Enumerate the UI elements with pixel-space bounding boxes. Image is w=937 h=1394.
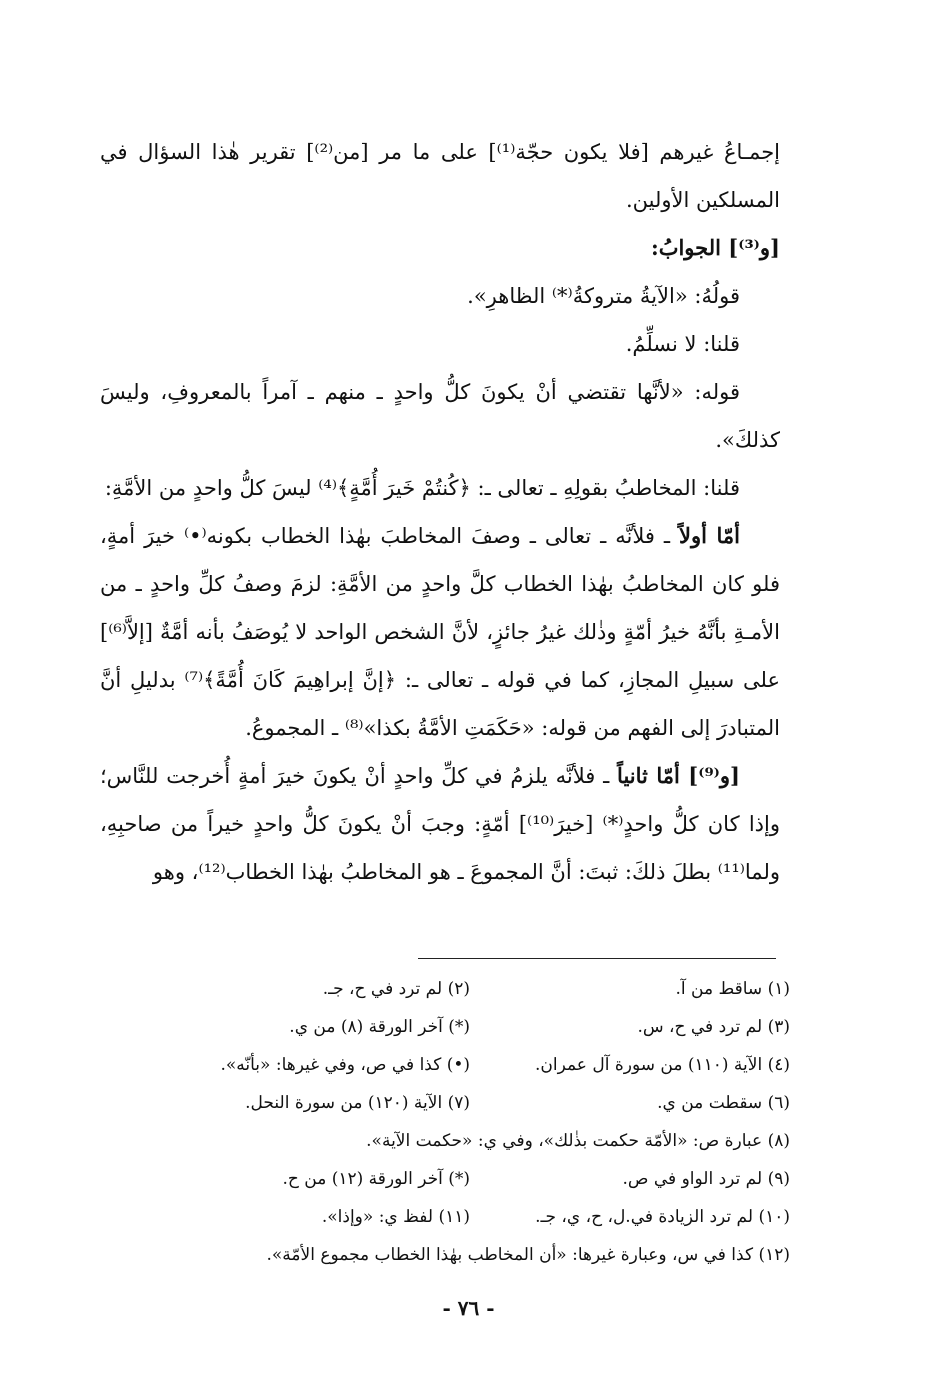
answer-heading: [و⁽³⁾] الجوابُ: xyxy=(650,235,780,260)
paragraph: قولُهُ: «الآيةُ متروكةُ⁽*⁾ الظاهرِ». xyxy=(467,284,740,308)
footnote: (١٢) كذا في س، وعبارة غيرها: «أن المخاطب بهٰذا الخطاب مجموع الأمّة». xyxy=(266,1245,790,1265)
footnote: (١١) لفظ ي: «وإذا». xyxy=(321,1207,470,1227)
first-point-label: أمّا أولاً xyxy=(678,523,740,548)
footnote: (١٠) لم ترد الزيادة في.ل، ح، ي، جـ. xyxy=(535,1207,790,1227)
footnote: (*) آخر الورقة (٨) من ي. xyxy=(289,1017,470,1037)
page-number: - ٧٦ - xyxy=(442,1296,495,1320)
paragraph: قوله: «لأنَّها تقتضي أنْ يكونَ كلُّ واحدٍ ـ منهم ـ آمراً بالمعروفِ، وليسَ كذلكَ». xyxy=(100,380,780,452)
footnote: (٨) عبارة ص: «الأمّة حكمت بذٰلك»، وفي ي: «حكمت الآية». xyxy=(366,1131,790,1151)
footnote: (١) ساقط من آ. xyxy=(675,979,790,999)
footnote: (٦) سقطت من ي. xyxy=(657,1093,790,1113)
paragraph: إجمـاعُ غيرهم [فلا يكون حجّة⁽¹⁾] على ما مر [من⁽²⁾] تقرير هٰذا السؤال في المسلكين الأولين. xyxy=(100,140,781,212)
second-point-text: ـ فلأنَّه يلزمُ في كلِّ واحدٍ أنْ يكونَ خيرَ أمةٍ أُخرجت للنَّاس؛ وإذا كان كلُّ واحدٍ⁽*⁾ [خيرَ⁽¹⁰⁾] أمّةٍ: وجبَ أنْ يكونَ كلُّ واحدٍ خيراً من صاحبِهِ، ولما⁽¹¹⁾ بطلَ ذلكَ: ثبتَ: أنَّ المجموعَ ـ هو المخاطبُ بهٰذا الخطاب⁽¹²⁾، وهو xyxy=(100,764,780,884)
paragraph: قلنا: لا نسلِّمُ. xyxy=(625,332,740,356)
footnote-divider xyxy=(418,958,776,959)
footnote: (٧) الآية (١٢٠) من سورة النحل. xyxy=(245,1093,470,1113)
paragraph: قلنا: المخاطبُ بقولِهِ ـ تعالى ـ: ﴿كُنتُمْ خَيرَ أُمَّةٍ﴾⁽⁴⁾ ليسَ كلُّ واحدٍ من الأمَّةِ: xyxy=(104,476,740,500)
footnote: (٤) الآية (١١٠) من سورة آل عمران. xyxy=(534,1055,790,1075)
footnote: (*) آخر الورقة (١٢) من ح. xyxy=(282,1169,470,1189)
paragraph xyxy=(100,512,780,752)
first-point-text: ـ فلأنَّه ـ تعالى ـ وصفَ المخاطبَ بهٰذا الخطاب بكونه⁽•⁾ خيرَ أمةٍ، فلو كان المخاطبُ بهٰذا الخطاب كلَّ واحدٍ من الأمَّةِ: لزمَ وصفُ كلِّ واحدٍ ـ من الأمـةِ بأنَّهُ خيرُ أمّةٍ وذٰلك غيرُ جائزٍ، لأنَّ الشخص الواحد لا يُوصَفُ بأنه أمَّةٌ [إلاَّ⁽⁶⁾] على سبيلِ المجازِ، كما في قوله ـ تعالى ـ: ﴿إنَّ إبراهِيمَ كَانَ أُمَّةً﴾⁽⁷⁾ بدليلِ أنَّ المتبادرَ إلى الفهم من قوله: «حَكَمَتِ الأمَّةُ بكذا»⁽⁸⁾ ـ المجموعُ. xyxy=(100,524,780,740)
footnote: (٢) لم ترد في ح، جـ. xyxy=(322,979,470,999)
main-text xyxy=(100,128,780,896)
second-point-label: [و⁽⁹⁾] أمّا ثانياً xyxy=(617,763,740,788)
paragraph xyxy=(100,752,780,896)
footnotes xyxy=(150,970,790,1274)
footnote: (•) كذا في ص، وفي غيرها: «بأنّه». xyxy=(220,1055,470,1075)
footnote: (٣) لم ترد في ح، س. xyxy=(637,1017,790,1037)
footnote: (٩) لم ترد الواو في ص. xyxy=(622,1169,790,1189)
